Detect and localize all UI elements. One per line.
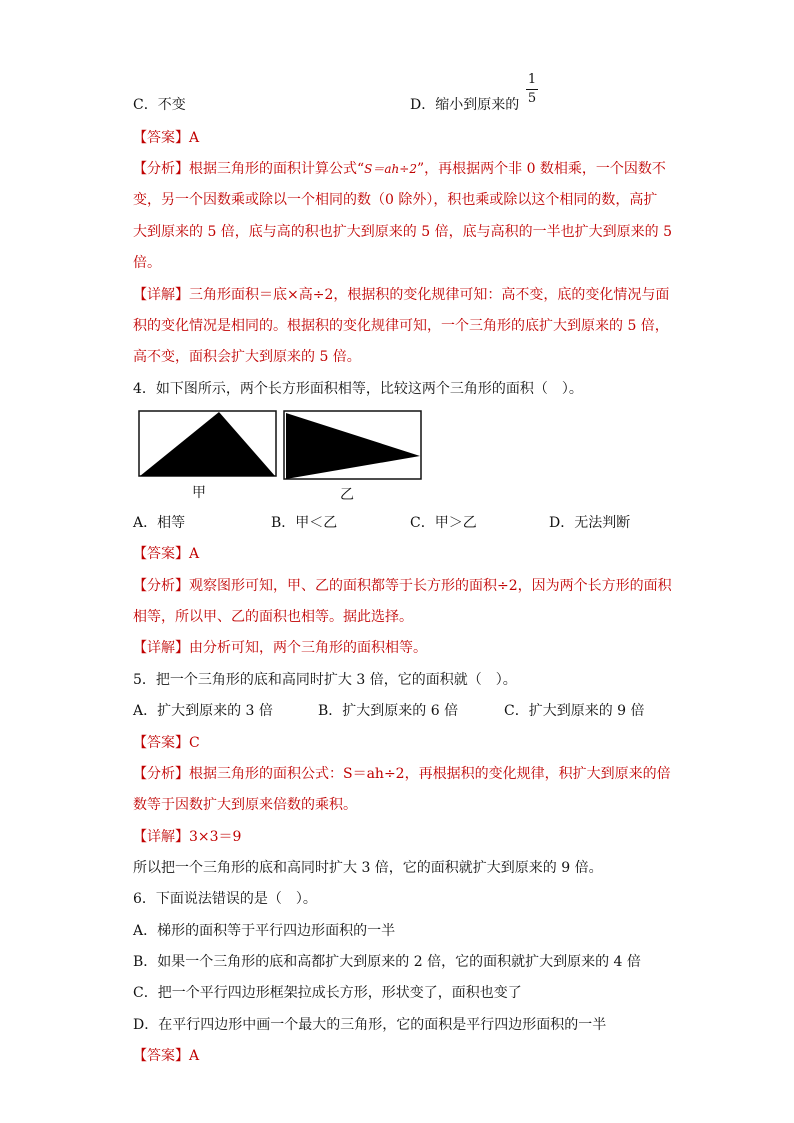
fraction-numerator: 1 [527,72,537,87]
fraction-denominator: 5 [527,91,537,106]
q4-option-b: B．甲＜乙 [271,515,338,531]
triangle-yi [286,413,420,479]
q3-answer: 【答案】A [133,130,200,146]
analysis-tag: 【分析】 [133,578,189,594]
q4-stem: 4．如下图所示，两个长方形面积相等，比较这两个三角形的面积（ ）。 [133,381,583,397]
q5-detail-line-2: 所以把一个三角形的底和高同时扩大 3 倍，它的面积就扩大到原来的 9 倍。 [133,860,603,876]
detail-text: 三角形面积＝底×高÷2，根据积的变化规律可知：高不变，底的变化情况与面 [189,287,670,303]
detail-tag: 【详解】 [133,640,189,656]
q5-analysis-line-1 [133,764,671,784]
detail-text: 由分析可知，两个三角形的面积相等。 [189,640,427,656]
q5-detail-line-1 [133,827,241,847]
q3-option-c: C．不变 [133,97,186,113]
label-yi: 乙 [340,487,354,503]
triangle-jia [140,412,275,476]
figure-jia [138,410,278,478]
q5-stem: 5．把一个三角形的底和高同时扩大 3 倍，它的面积就（ ）。 [133,672,517,688]
q4-option-a: A．相等 [133,515,186,531]
detail-tag: 【详解】 [133,829,189,845]
q5-option-b: B．扩大到原来的 6 倍 [318,703,459,719]
q4-option-c: C．甲＞乙 [410,515,477,531]
detail-tag: 【详解】 [133,287,189,303]
analysis-text: 根据三角形的面积计算公式“ [189,161,365,177]
q3-detail-line-3: 高不变，面积会扩大到原来的 5 倍。 [133,349,361,365]
q6-stem: 6．下面说法错误的是（ ）。 [133,891,317,907]
figure-yi [283,410,423,481]
q4-answer: 【答案】A [133,546,200,562]
q5-option-c: C．扩大到原来的 9 倍 [504,703,645,719]
q5-analysis-line-2: 数等于因数扩大到原来倍数的乘积。 [133,797,357,813]
q5-answer: 【答案】C [133,735,200,751]
q6-answer: 【答案】A [133,1048,200,1064]
fraction-bar [526,89,538,90]
q3-analysis-line-3: 大到原来的 5 倍，底与高的积也扩大到原来的 5 倍，底与高积的一半也扩大到原来的 5 [133,224,672,240]
q3-detail-line-2: 积的变化情况是相同的。根据积的变化规律可知，一个三角形的底扩大到原来的 5 倍， [133,318,669,334]
detail-text: 3×3＝9 [189,829,242,845]
q3-option-d-fraction [526,72,538,107]
analysis-text: 根据三角形的面积公式：S＝ah÷2，再根据积的变化规律，积扩大到原来的倍 [189,766,671,782]
analysis-tag: 【分析】 [133,766,189,782]
q3-analysis-line-4: 倍。 [133,255,161,271]
q4-analysis-line-2: 相等，所以甲、乙的面积也相等。据此选择。 [133,609,413,625]
label-jia: 甲 [192,485,206,501]
q4-option-d: D．无法判断 [549,515,631,531]
analysis-text: 观察图形可知，甲、乙的面积都等于长方形的面积÷2，因为两个长方形的面积 [189,578,672,594]
analysis-tag: 【分析】 [133,161,189,177]
area-formula: S＝ah÷2 [364,162,417,176]
q6-option-a: A．梯形的面积等于平行四边形面积的一半 [133,923,396,939]
q6-option-c: C．把一个平行四边形框架拉成长方形，形状变了，面积也变了 [133,985,522,1001]
analysis-text: ”，再根据两个非 0 数相乘，一个因数不 [416,161,666,177]
q3-analysis-line-1 [133,159,666,179]
q6-option-d: D．在平行四边形中画一个最大的三角形，它的面积是平行四边形面积的一半 [133,1017,607,1033]
q3-analysis-line-2: 变，另一个因数乘或除以一个相同的数（0 除外），积也乘或除以这个相同的数，高扩 [133,192,658,208]
q4-detail-line-1 [133,638,427,658]
q5-option-a: A．扩大到原来的 3 倍 [133,703,273,719]
q4-analysis-line-1 [133,576,672,596]
q3-detail-line-1 [133,285,669,305]
q6-option-b: B．如果一个三角形的底和高都扩大到原来的 2 倍，它的面积就扩大到原来的 4 倍 [133,954,641,970]
q3-option-d: D．缩小到原来的 [410,97,520,113]
